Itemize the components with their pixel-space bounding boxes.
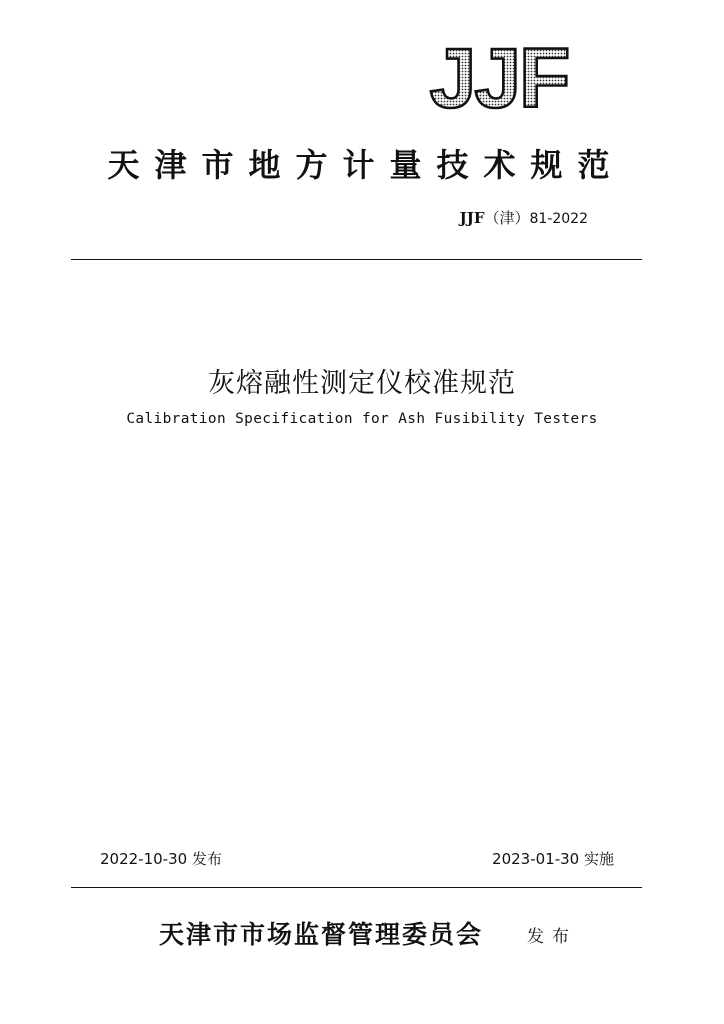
- jjf-logo: [404, 40, 594, 114]
- top-divider: [71, 259, 642, 260]
- standard-number: [460, 207, 588, 228]
- bottom-divider: [71, 887, 642, 888]
- issue-date: 2022-10-30 发布: [100, 850, 222, 868]
- logo-text: JJF: [429, 40, 569, 114]
- standard-code: JJF: [459, 209, 485, 227]
- effective-date: 2023-01-30 实施: [492, 850, 614, 868]
- publish-label: 发布: [527, 927, 577, 947]
- organization-title: 天津市地方计量技术规范: [107, 146, 625, 184]
- publisher-name: 天津市市场监督管理委员会: [159, 920, 484, 949]
- document-title: 灰熔融性测定仪校准规范: [208, 368, 516, 399]
- document-subtitle-english: Calibration Specification for Ash Fusibility Testers: [126, 411, 598, 427]
- standard-region: （津）: [484, 209, 530, 227]
- standard-digits: 81-2022: [529, 211, 588, 227]
